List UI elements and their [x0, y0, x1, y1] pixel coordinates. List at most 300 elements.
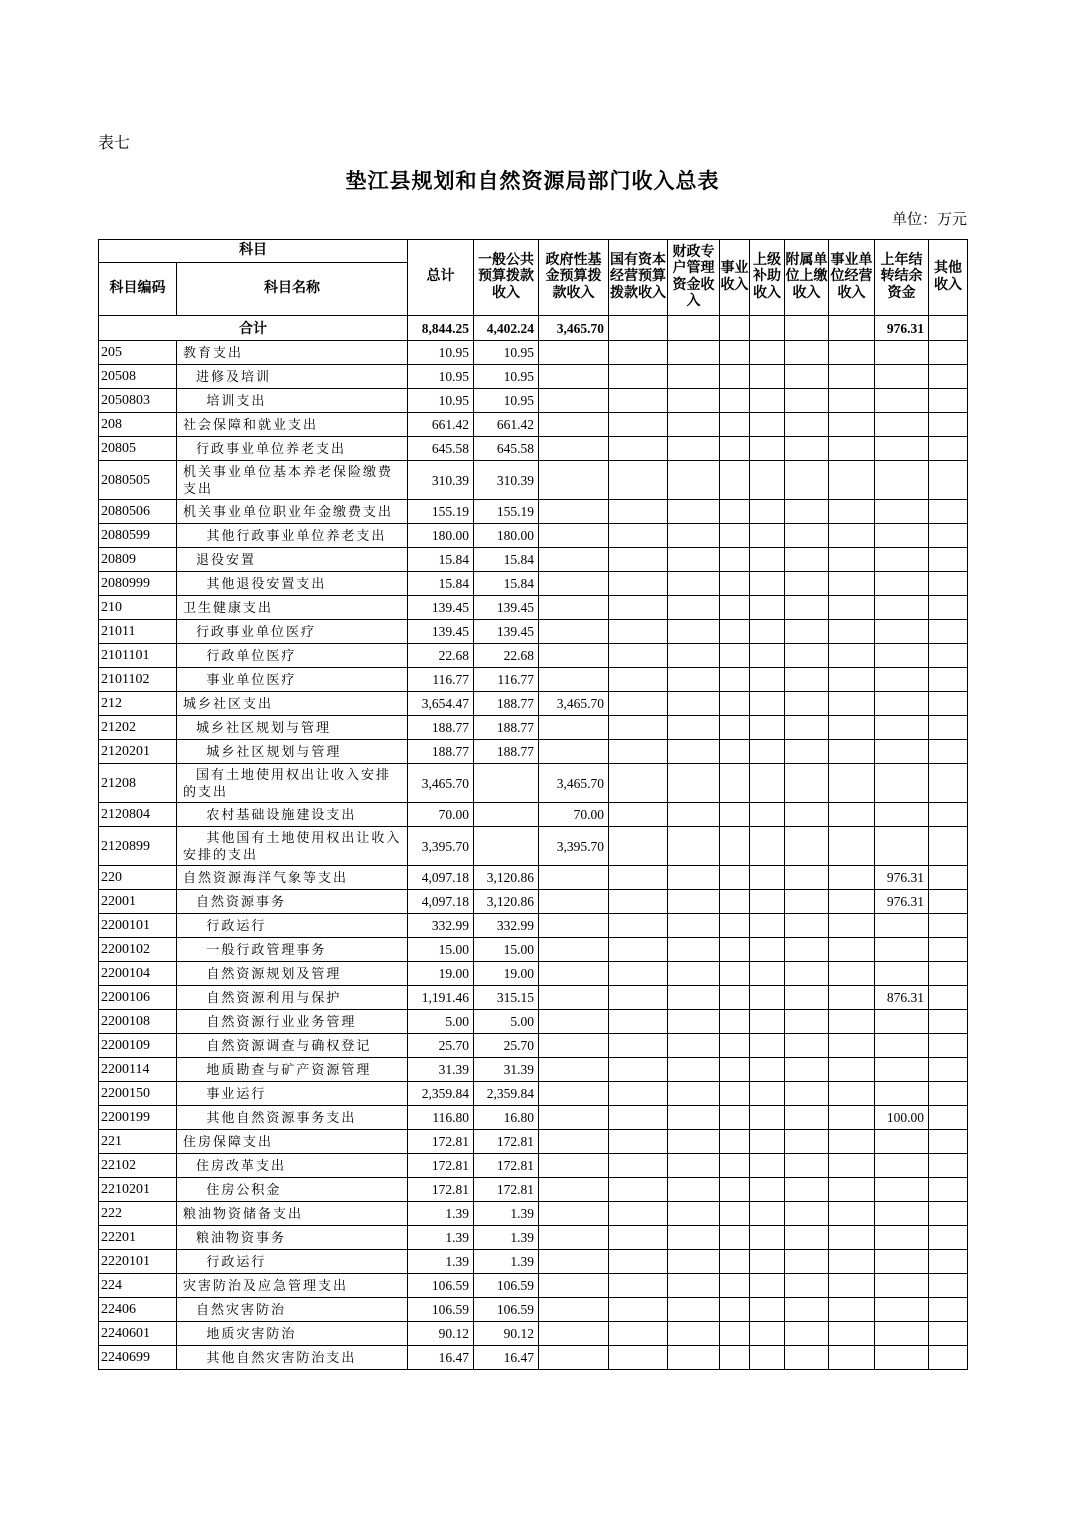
value-cell [720, 1226, 750, 1250]
value-cell [875, 1010, 929, 1034]
value-cell [720, 668, 750, 692]
value-cell [609, 1226, 668, 1250]
value-cell [539, 914, 609, 938]
value-cell [668, 620, 720, 644]
column-header: 上级补助收入 [750, 240, 785, 316]
value-cell [875, 437, 929, 461]
value-cell [539, 668, 609, 692]
value-cell [750, 716, 785, 740]
value-cell [829, 1010, 875, 1034]
value-cell [668, 716, 720, 740]
value-cell [929, 716, 968, 740]
value-cell [929, 1106, 968, 1130]
value-cell [750, 1298, 785, 1322]
value-cell [609, 866, 668, 890]
value-cell [929, 1034, 968, 1058]
value-cell [829, 596, 875, 620]
value-cell [750, 572, 785, 596]
value-cell [750, 1202, 785, 1226]
value-cell: 116.80 [408, 1106, 474, 1130]
value-cell [829, 890, 875, 914]
value-cell [929, 866, 968, 890]
table-row [99, 572, 968, 596]
value-cell [785, 1322, 829, 1346]
value-cell [668, 1154, 720, 1178]
value-cell: 172.81 [408, 1154, 474, 1178]
value-cell [875, 500, 929, 524]
subject-name-cell: 机关事业单位职业年金缴费支出 [177, 500, 408, 524]
value-cell: 3,465.70 [539, 316, 609, 341]
value-cell [785, 644, 829, 668]
value-cell: 1.39 [474, 1250, 539, 1274]
value-cell [720, 827, 750, 866]
subject-name-cell: 住房公积金 [177, 1178, 408, 1202]
value-cell: 8,844.25 [408, 316, 474, 341]
table-row [99, 1298, 968, 1322]
table-row [99, 389, 968, 413]
value-cell [668, 914, 720, 938]
value-cell [785, 764, 829, 803]
value-cell [720, 500, 750, 524]
value-cell [929, 620, 968, 644]
value-cell [929, 1250, 968, 1274]
value-cell [829, 740, 875, 764]
value-cell: 172.81 [408, 1130, 474, 1154]
value-cell [609, 644, 668, 668]
value-cell: 1.39 [474, 1202, 539, 1226]
value-cell: 180.00 [408, 524, 474, 548]
value-cell [829, 764, 875, 803]
value-cell [750, 1346, 785, 1370]
value-cell [750, 986, 785, 1010]
value-cell [668, 500, 720, 524]
value-cell [929, 914, 968, 938]
table-row [99, 341, 968, 365]
value-cell: 106.59 [474, 1298, 539, 1322]
value-cell [929, 1346, 968, 1370]
value-cell [720, 1298, 750, 1322]
value-cell [750, 316, 785, 341]
subject-name-cell: 农村基础设施建设支出 [177, 803, 408, 827]
value-cell [750, 620, 785, 644]
value-cell [750, 890, 785, 914]
value-cell [539, 1298, 609, 1322]
value-cell [785, 1250, 829, 1274]
value-cell [539, 986, 609, 1010]
subject-name-cell: 城乡社区规划与管理 [177, 740, 408, 764]
subject-code-cell: 21011 [99, 620, 177, 644]
value-cell [829, 341, 875, 365]
subject-name-cell: 社会保障和就业支出 [177, 413, 408, 437]
value-cell [539, 962, 609, 986]
value-cell [609, 548, 668, 572]
subject-name-cell: 一般行政管理事务 [177, 938, 408, 962]
value-cell [875, 596, 929, 620]
value-cell [720, 866, 750, 890]
value-cell [539, 866, 609, 890]
table-row [99, 596, 968, 620]
value-cell [785, 341, 829, 365]
value-cell: 180.00 [474, 524, 539, 548]
subject-code-cell: 2200102 [99, 938, 177, 962]
value-cell [829, 1058, 875, 1082]
subject-name-cell: 粮油物资事务 [177, 1226, 408, 1250]
table-row [99, 986, 968, 1010]
column-header: 其他收入 [929, 240, 968, 316]
value-cell [668, 986, 720, 1010]
value-cell [785, 866, 829, 890]
value-cell [750, 461, 785, 500]
table-row [99, 890, 968, 914]
value-cell: 16.47 [408, 1346, 474, 1370]
table-row [99, 500, 968, 524]
value-cell [720, 644, 750, 668]
value-cell [829, 986, 875, 1010]
value-cell [785, 890, 829, 914]
value-cell [829, 914, 875, 938]
table-row [99, 1226, 968, 1250]
value-cell: 116.77 [474, 668, 539, 692]
value-cell: 1.39 [408, 1226, 474, 1250]
value-cell [785, 962, 829, 986]
subject-name-cell: 行政运行 [177, 1250, 408, 1274]
subject-code-cell: 222 [99, 1202, 177, 1226]
value-cell [720, 572, 750, 596]
value-cell [829, 803, 875, 827]
table-number-label: 表七 [98, 135, 131, 152]
value-cell: 16.80 [474, 1106, 539, 1130]
value-cell [785, 1130, 829, 1154]
value-cell: 139.45 [408, 596, 474, 620]
value-cell: 1.39 [474, 1226, 539, 1250]
column-header: 一般公共预算拨款收入 [474, 240, 539, 316]
subject-name-cell: 事业运行 [177, 1082, 408, 1106]
value-cell [929, 1010, 968, 1034]
value-cell [539, 596, 609, 620]
value-cell [829, 572, 875, 596]
value-cell [785, 389, 829, 413]
value-cell [539, 1154, 609, 1178]
value-cell [875, 365, 929, 389]
subject-name-cell: 粮油物资储备支出 [177, 1202, 408, 1226]
value-cell [785, 1034, 829, 1058]
value-cell: 116.77 [408, 668, 474, 692]
value-cell [539, 1178, 609, 1202]
value-cell [609, 389, 668, 413]
value-cell [668, 572, 720, 596]
value-cell [929, 962, 968, 986]
value-cell: 10.95 [474, 389, 539, 413]
value-cell: 310.39 [474, 461, 539, 500]
subject-name-cell: 自然资源海洋气象等支出 [177, 866, 408, 890]
subject-name-cell: 自然资源行业业务管理 [177, 1010, 408, 1034]
subject-code-cell: 2120899 [99, 827, 177, 866]
value-cell: 2,359.84 [474, 1082, 539, 1106]
value-cell: 155.19 [474, 500, 539, 524]
value-cell [609, 914, 668, 938]
value-cell [785, 1298, 829, 1322]
value-cell: 10.95 [474, 365, 539, 389]
value-cell [720, 1154, 750, 1178]
subject-code-cell: 22102 [99, 1154, 177, 1178]
value-cell [609, 437, 668, 461]
value-cell [785, 316, 829, 341]
value-cell [929, 413, 968, 437]
value-cell: 31.39 [474, 1058, 539, 1082]
value-cell [785, 572, 829, 596]
value-cell [829, 1274, 875, 1298]
subject-code-header: 科目编码 [99, 263, 177, 316]
value-cell: 2,359.84 [408, 1082, 474, 1106]
table-row [99, 692, 968, 716]
value-cell: 15.84 [474, 572, 539, 596]
subject-name-cell: 自然资源利用与保护 [177, 986, 408, 1010]
value-cell [929, 803, 968, 827]
value-cell [785, 1274, 829, 1298]
value-cell [829, 1250, 875, 1274]
value-cell [785, 524, 829, 548]
subject-code-cell: 2200199 [99, 1106, 177, 1130]
value-cell [929, 500, 968, 524]
subject-code-cell: 2200108 [99, 1010, 177, 1034]
value-cell: 100.00 [875, 1106, 929, 1130]
value-cell [750, 1010, 785, 1034]
value-cell [750, 914, 785, 938]
value-cell [785, 938, 829, 962]
subject-code-cell: 21208 [99, 764, 177, 803]
value-cell: 19.00 [408, 962, 474, 986]
value-cell [539, 1274, 609, 1298]
value-cell [609, 692, 668, 716]
value-cell [929, 341, 968, 365]
subject-code-cell: 2240699 [99, 1346, 177, 1370]
subject-code-cell: 2220101 [99, 1250, 177, 1274]
value-cell [720, 1250, 750, 1274]
value-cell: 10.95 [408, 389, 474, 413]
value-cell [750, 500, 785, 524]
table-row [99, 938, 968, 962]
value-cell [785, 1178, 829, 1202]
value-cell [875, 620, 929, 644]
value-cell: 188.77 [408, 740, 474, 764]
value-cell [750, 1154, 785, 1178]
value-cell [720, 803, 750, 827]
value-cell [929, 461, 968, 500]
value-cell [929, 890, 968, 914]
value-cell [720, 620, 750, 644]
value-cell: 25.70 [408, 1034, 474, 1058]
subject-name-cell: 国有土地使用权出让收入安排的支出 [177, 764, 408, 803]
value-cell: 645.58 [474, 437, 539, 461]
value-cell: 22.68 [408, 644, 474, 668]
column-header: 事业收入 [720, 240, 750, 316]
value-cell [875, 1178, 929, 1202]
value-cell [785, 1154, 829, 1178]
value-cell [875, 1130, 929, 1154]
subject-name-cell: 城乡社区支出 [177, 692, 408, 716]
subject-group-header: 科目 [99, 240, 408, 263]
value-cell [750, 1226, 785, 1250]
value-cell: 3,120.86 [474, 866, 539, 890]
value-cell [750, 740, 785, 764]
value-cell [785, 1082, 829, 1106]
value-cell [720, 1178, 750, 1202]
value-cell [929, 938, 968, 962]
value-cell [668, 1082, 720, 1106]
value-cell [829, 1178, 875, 1202]
value-cell [750, 764, 785, 803]
column-header: 财政专户管理资金收入 [668, 240, 720, 316]
value-cell [929, 1202, 968, 1226]
value-cell [750, 548, 785, 572]
value-cell [609, 1130, 668, 1154]
value-cell [785, 914, 829, 938]
value-cell: 188.77 [408, 716, 474, 740]
value-cell [474, 803, 539, 827]
value-cell: 106.59 [408, 1274, 474, 1298]
table-row [99, 740, 968, 764]
subject-name-cell: 自然资源调查与确权登记 [177, 1034, 408, 1058]
value-cell [720, 1322, 750, 1346]
value-cell: 15.00 [474, 938, 539, 962]
subject-code-cell: 2210201 [99, 1178, 177, 1202]
value-cell [668, 1058, 720, 1082]
value-cell [785, 692, 829, 716]
value-cell [668, 1178, 720, 1202]
subject-code-cell: 210 [99, 596, 177, 620]
value-cell [539, 1010, 609, 1034]
value-cell [720, 764, 750, 803]
income-table [98, 239, 968, 1370]
value-cell [929, 316, 968, 341]
value-cell [609, 1010, 668, 1034]
value-cell [929, 365, 968, 389]
value-cell [609, 1298, 668, 1322]
table-row [99, 1178, 968, 1202]
subject-name-cell: 其他退役安置支出 [177, 572, 408, 596]
value-cell [668, 1106, 720, 1130]
value-cell [609, 962, 668, 986]
subject-name-cell: 地质勘查与矿产资源管理 [177, 1058, 408, 1082]
value-cell [668, 341, 720, 365]
value-cell [668, 1346, 720, 1370]
value-cell [668, 827, 720, 866]
value-cell [668, 938, 720, 962]
value-cell [720, 524, 750, 548]
value-cell [539, 1226, 609, 1250]
value-cell: 188.77 [474, 716, 539, 740]
table-row [99, 548, 968, 572]
value-cell [829, 1034, 875, 1058]
value-cell [829, 827, 875, 866]
value-cell [829, 1082, 875, 1106]
value-cell [668, 1322, 720, 1346]
value-cell: 310.39 [408, 461, 474, 500]
value-cell [875, 716, 929, 740]
subject-code-cell: 2120201 [99, 740, 177, 764]
value-cell: 1.39 [408, 1250, 474, 1274]
value-cell [539, 1202, 609, 1226]
table-row [99, 1082, 968, 1106]
subject-name-cell: 卫生健康支出 [177, 596, 408, 620]
value-cell: 1,191.46 [408, 986, 474, 1010]
value-cell [720, 914, 750, 938]
value-cell [875, 962, 929, 986]
value-cell [829, 1322, 875, 1346]
subject-name-cell: 其他自然灾害防治支出 [177, 1346, 408, 1370]
value-cell [875, 1274, 929, 1298]
value-cell [829, 389, 875, 413]
value-cell [829, 1202, 875, 1226]
value-cell [539, 1250, 609, 1274]
value-cell [785, 668, 829, 692]
subject-name-cell: 城乡社区规划与管理 [177, 716, 408, 740]
value-cell [720, 1058, 750, 1082]
subject-name-cell: 地质灾害防治 [177, 1322, 408, 1346]
value-cell: 645.58 [408, 437, 474, 461]
subject-code-cell: 2050803 [99, 389, 177, 413]
value-cell [875, 644, 929, 668]
value-cell: 106.59 [408, 1298, 474, 1322]
column-header: 事业单位经营收入 [829, 240, 875, 316]
subject-code-cell: 22001 [99, 890, 177, 914]
value-cell [750, 866, 785, 890]
value-cell [929, 740, 968, 764]
value-cell [829, 1226, 875, 1250]
value-cell [668, 803, 720, 827]
value-cell [720, 740, 750, 764]
value-cell [720, 890, 750, 914]
subject-name-cell: 行政运行 [177, 914, 408, 938]
value-cell [929, 1154, 968, 1178]
value-cell [929, 668, 968, 692]
subject-code-cell: 208 [99, 413, 177, 437]
value-cell [875, 668, 929, 692]
value-cell [829, 1154, 875, 1178]
value-cell [609, 986, 668, 1010]
subject-code-cell: 2080505 [99, 461, 177, 500]
value-cell [668, 644, 720, 668]
value-cell [539, 524, 609, 548]
value-cell: 19.00 [474, 962, 539, 986]
value-cell [829, 365, 875, 389]
value-cell [539, 341, 609, 365]
value-cell: 90.12 [474, 1322, 539, 1346]
table-row [99, 620, 968, 644]
value-cell [875, 1346, 929, 1370]
value-cell [668, 437, 720, 461]
value-cell [539, 1346, 609, 1370]
value-cell [668, 668, 720, 692]
value-cell [668, 1034, 720, 1058]
subject-name-cell: 自然资源事务 [177, 890, 408, 914]
value-cell [785, 740, 829, 764]
table-row [99, 413, 968, 437]
value-cell [750, 1178, 785, 1202]
value-cell [720, 316, 750, 341]
value-cell [875, 1322, 929, 1346]
grand-total-label: 合计 [99, 316, 408, 341]
value-cell: 155.19 [408, 500, 474, 524]
value-cell [750, 1058, 785, 1082]
value-cell [750, 1274, 785, 1298]
table-row [99, 914, 968, 938]
value-cell [720, 1346, 750, 1370]
table-row [99, 1346, 968, 1370]
value-cell [720, 461, 750, 500]
value-cell [720, 341, 750, 365]
value-cell: 661.42 [408, 413, 474, 437]
